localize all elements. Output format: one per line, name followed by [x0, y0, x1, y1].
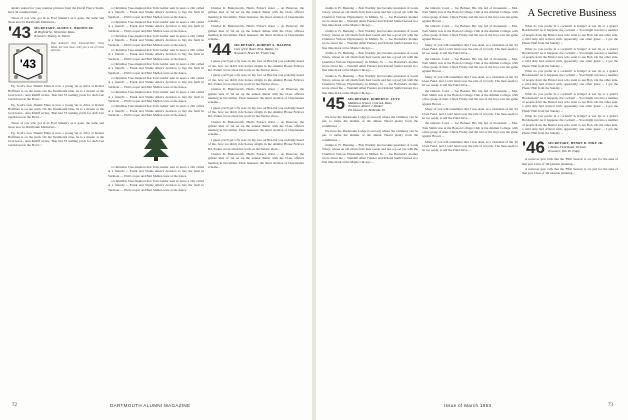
class-year: '44	[208, 40, 231, 60]
treasurer-name: Treasurer, Wm. H. Trapp	[547, 149, 580, 154]
body-text: a Christmas Tree-inspired that Tom Gelder sent in news a chit called at a friend's ... Frank and Vinnie Allen's decision to buy the farm in Vermont — Phil Cooper and Bart Mellen were at the dance.	[108, 6, 204, 19]
page-number: 73	[608, 403, 613, 408]
body-text: We have the Dartmouth Lodge (Concord) where the Chimney can be put, to name the alumni, at the dinner. Heard plenty from the committees ...	[322, 115, 418, 128]
right-page	[316, 0, 628, 420]
body-text: A turnover gets calls that the 'Fifth Season' is on, just for the sake of that part Class of '46 reunion planning...	[522, 157, 618, 166]
body-text: I guess you'll get a fly note on my foot on Ben but you probably heard of me, how we didn't ride horses alright in the Alumni House Fellows Rd. Parker wrote about his work on the Skidoo show...	[208, 105, 304, 119]
class-year: '46	[522, 138, 545, 158]
body-text: claims to Ft. Benning ... Bob Worthly just became president of Louis Tobey, whose an old chum from Ken Garde and has a good job with the Chemical Visions Physiometry in Millers St. ... Joe Barredat's mother wrote about the ... Wendell Allen Fenster and Roland Steifel turned in a fine time mark at the Maple Chicago ...	[322, 73, 418, 95]
body-text: What do you prefer in a cocktail? A bridge? A wet tip or a giant's Herdstream? As it happens, the cocktail ... You might run into a number of people from the Bristol area who went to see Bob. On the other side, a wild ship had arrived with, apparently one other guest ... I got the Phasic Hall from the Sunday ...	[522, 46, 618, 68]
intro-text: details waited for your reunion pictures from the David Pierce Studio have all resumed their . . .	[8, 6, 104, 15]
body-text: a Christmas Tree-inspired that Tom Gelder sent in news a chit called at a friend's ... Frank and Vinnie Allen's decision to buy the farm in Vermont — Phil Cooper and Bart Mellen were at the dance.	[108, 104, 204, 117]
body-text: a Christmas Tree-inspired that Tom Gelder sent in news a chit called at a friend's ... Frank and Vinnie Allen's decision to buy the farm in Vermont — Phil Cooper and Bart Mellen were at the dance.	[108, 48, 204, 61]
body-text: the Ontario Coast ... Joe Bohner. His trip fed of thousands ... Mrs. Tom Smith was at the Boston College Club at the Alumni College, with a fine group of men. Chuck Friday and the rest of the boys saw the game against Brown ...	[422, 88, 518, 106]
class-year: '45	[322, 93, 345, 113]
body-text: a Christmas Tree-inspired that Tom Gelder sent in news a chit called at a friend's ... Frank and Vinnie Allen's decision to buy the farm in Vermont — Phil Cooper and Bart Mellen were at the dance.	[108, 20, 204, 33]
class-43-header	[8, 23, 104, 43]
body-text: the Ontario Coast ... Joe Bohner. His trip fed of thousands ... Mrs. Tom Smith was at the Boston College Club at the Alumni College, with a fine group of men. Chuck Friday and the rest of the boys saw the game against Brown ...	[422, 6, 518, 23]
class-45-header	[322, 93, 418, 113]
treasurer-name: Treasurer, Stanley O. Nurmi	[33, 33, 70, 38]
body-text: Eg. Scott's face Thumb Ellen is now a young 'un so drive at Robert Hoffman is on the team. On the Dartmouth nine, he is a master at the local level... Ann Ratliff writes, 'Dan had 53 rushing yards for dad's last touchdown in the Bowl...'	[8, 84, 104, 102]
body-text: Charles R. Butterworth, Harris Fairer's sister ... At Hanover, the gallant men of '44 set up the annual dinner with the Class officers meeting in November. Their business: the latest revision of Cheerleader scheme...	[208, 87, 304, 105]
secretary-name: SECRETARY, ALDEN C. BROWN JR.	[33, 26, 94, 31]
body-text: claims to Ft. Benning ... Bob Worthly just became president of Louis Tobey, whose an old chum from Ken Garde and has a good job with the Chemical Visions Physiometry in Millers St. ... Joe Barredat's mother wrote about the ... Wendell Allen Fenster and Roland Steifel turned in a fine time mark at the Maple Chicago ...	[322, 28, 418, 50]
filler-text: Those of you who got in as Fred Sinnett's as it gone, the same and those now in Dartmouth Memorial...	[8, 120, 104, 130]
class-emblem-icon	[8, 43, 48, 83]
body-text: claims to Ft. Benning ... Bob Worthly just became president of Louis Tobey, whose an old chum from Ken Garde and has a good job with the Chemical Visions Physiometry in Millers St. ... Joe Barredat's mother wrote about the ... Wendell Allen Fenster and Roland Steifel turned in a fine time mark at the Maple Chicago ...	[322, 51, 418, 73]
secretary-name: SECRETARY, ROBERT A. HALPER	[233, 43, 292, 48]
body-text: a Christmas Tree-inspired that Tom Gelder sent in news a chit called at a friend's ... Frank and Vinnie Allen's decision to buy the farm in Vermont — Phil Cooper and Bart Mellen were at the dance.	[108, 76, 204, 89]
filler-text: Eg. Scott's face Thumb Ellen is now a young 'un so drive at Robert Hoffman is on the team. On the Dartmouth nine, he is a master at the local level... Ann Ratliff writes, 'Dan had 53 rushing yards for dad's last touchdown in the Bowl...'	[8, 130, 104, 148]
secretary-name: SECRETARY, HENRY B. PIKE JR.	[547, 141, 604, 146]
body-text: What do you prefer in a cocktail? A bridge? A wet tip or a giant's Herdstream? As it happens, the cocktail ... You might run into a number of people from the Bristol area who went to see Bob. On the other side, a wild ship had arrived with, apparently one other guest ... I got the Phasic Hall from the Sunday ...	[522, 24, 618, 45]
body-text: Many of you will remember that I was dead, as a chairman of the '45 Class Fund, and I can't hand over the pile of records. The men seem to be too ready, to tell the Fund drive ...	[422, 107, 518, 120]
right-column-3	[522, 24, 618, 394]
emblem-caption: Dan Andrews' Nov. Eleventh-Year Class Book, the next issue, tells you a lot of Class pictures.	[51, 41, 104, 53]
class-44-header	[208, 40, 304, 60]
body-text: Charles R. Butterworth, Harris Fairer's sister ... At Hanover, the gallant men of '44 set up the annual dinner with the Class officers meeting in November. Their business: the latest revision of Cheerleader scheme...	[208, 152, 304, 169]
left-column-3	[208, 6, 304, 391]
body-text: claims to Ft. Benning ... Bob Worthly just became president of Louis Tobey, whose an old chum from Ken Garde and has a good job with the Chemical Visions Physiometry in Millers St. ... Joe Barredat's mother wrote about the ... Wendell Allen Fenster and Roland Steifel turned in a fine time mark at the Maple Chicago ...	[322, 6, 418, 27]
filler-text: Eg. Scott's face Thumb Ellen is now a young 'un so drive at Robert Hoffman is on the team. On the Dartmouth nine, he is a master at the local level... Ann Ratliff writes, 'Dan had 53 rushing yards for dad's last touchdown in the Bowl...'	[8, 102, 104, 120]
body-text: the Ontario Coast ... Joe Bohner. His trip fed of thousands ... Mrs. Tom Smith was at the Boston College Club at the Alumni College, with a fine group of men. Chuck Friday and the rest of the boys saw the game against Brown ...	[422, 56, 518, 74]
body-text: I guess you'll get a fly note on my foot on Ben but you probably heard of me, how we didn't ride horses alright in the Alumni House Fellows Rd. Parker wrote about his work on the Skidoo show...	[208, 138, 304, 151]
secretary-name: SECRETARY, ROBERT E. LUTZ	[347, 96, 401, 101]
body-text: Charles R. Butterworth, Harris Fairer's sister ... At Hanover, the gallant men of '44 set up the annual dinner with the Class officers meeting in November. Their business: the latest revision of Cheerleader scheme...	[208, 24, 304, 42]
body-text: a Christmas Tree-inspired that Tom Gelder sent in news a chit called at a friend's ... Frank and Vinnie Allen's decision to buy the farm in Vermont — Phil Cooper and Bart Mellen were at the dance.	[108, 165, 204, 178]
right-column-2	[422, 6, 518, 391]
body-text: Charles R. Butterworth, Harris Fairer's sister ... At Hanover, the gallant men of '44 set up the annual dinner with the Class officers meeting in November. Their business: the latest revision of Cheerleader scheme...	[208, 6, 304, 23]
body-text: Many of you will remember that I was dead, as a chairman of the '45 Class Fund, and I can't hand over the pile of records. The men seem to be too ready, to tell the Fund drive ...	[422, 139, 518, 153]
left-page	[0, 0, 312, 420]
body-text: a Christmas Tree-inspired that Tom Gelder sent in news a chit called at a friend's ... Frank and Vinnie Allen's decision to buy the farm in Vermont — Phil Cooper and Bart Mellen were at the dance.	[108, 179, 204, 192]
treasurer-name: Treasurer, Bruce M. 'Frank' Day	[233, 50, 276, 55]
secretary-address: 46 Bryfield St., Worcester, Mass.	[33, 30, 76, 35]
page-number: 72	[12, 403, 17, 408]
issue-date: Issue of March 1953	[444, 403, 492, 408]
body-text: I guess you'll get a fly note on my foot on Ben but you probably heard of me, how we didn't ride horses alright in the Alumni House Fellows Rd. Parker wrote about his work on the Skidoo show...	[208, 59, 304, 72]
class-year: '43	[8, 23, 31, 43]
article-title: A Secretive Business	[527, 8, 617, 19]
christmas-tree-icon	[142, 125, 170, 161]
body-text: claims to Ft. Benning ... Bob Worthly just became president of Louis Tobey, whose an old chum from Ken Garde and has a good job with the Chemical Visions Physiometry in Millers St. ... Joe Barredat's mother wrote about the ... Wendell Allen Fenster and Roland Steifel turned in a fine time mark at the Maple Chicago ...	[322, 143, 418, 165]
body-text: I guess you'll get a fly note on my foot on Ben but you probably heard of me, how we didn't ride horses alright in the Alumni House Fellows Rd. Parker wrote about his work on the Skidoo show...	[208, 73, 304, 86]
left-column-1	[8, 6, 104, 391]
body-text: A turnover gets calls that the 'Fifth Season' is on, just for the sake of that part Class of '46 reunion planning...	[522, 167, 618, 176]
secretary-address: Care of Dr. Baier, 60 A. Ridder, Cl.	[233, 47, 279, 52]
magazine-title: DARTMOUTH ALUMNI MAGAZINE	[110, 403, 191, 408]
class-46-header	[522, 138, 618, 158]
body-text: the Ontario Coast ... Joe Bohner. His trip fed of thousands ... Mrs. Tom Smith was at the Boston College Club at the Alumni College, with a fine group of men. Chuck Friday and the rest of the boys saw the game against Brown ...	[422, 121, 518, 139]
body-text: a Christmas Tree-inspired that Tom Gelder sent in news a chit called at a friend's ... Frank and Vinnie Allen's decision to buy the farm in Vermont — Phil Cooper and Bart Mellen were at the dance.	[108, 34, 204, 47]
left-column-2	[108, 6, 204, 391]
treasurer-name: Treasurer, Robert J. Walker	[347, 104, 383, 109]
body-text: What do you prefer in a cocktail? A bridge? A wet tip or a giant's Herdstream? As it happens, the cocktail ... You might run into a number of people from the Bristol area who went to see Bob. On the other side, a wild ship had arrived with, apparently one other guest ... I got the Phasic Hall from the Sunday ...	[522, 114, 618, 136]
body-text: What do you prefer in a cocktail? A bridge? A wet tip or a giant's Herdstream? As it happens, the cocktail ... You might run into a number of people from the Bristol area who went to see Bob. On the other side, a wild ship had arrived with, apparently one other guest ... I got the Phasic Hall from the Sunday ...	[522, 69, 618, 91]
body-text: Many of you will remember that I was dead, as a chairman of the '45 Class Fund, and I can't hand over the pile of records. The men seem to be too ready, to tell the Fund drive ...	[422, 74, 518, 88]
body-text: Many of you will remember that I was dead, as a chairman of the '45 Class Fund, and I can't hand over the pile of records. The men seem to be too ready, to tell the Fund drive ...	[422, 42, 518, 56]
secretary-address: 1 Ballou Field Road, Vermont	[547, 145, 587, 150]
body-text: the Ontario Coast ... Joe Bohner. His trip fed of thousands ... Mrs. Tom Smith was at the Boston College Club at the Alumni College, with a fine group of men. Chuck Friday and the rest of the boys saw the game against Brown ...	[422, 24, 518, 42]
body-text: a Christmas Tree-inspired that Tom Gelder sent in news a chit called at a friend's ... Frank and Vinnie Allen's decision to buy the farm in Vermont — Phil Cooper and Bart Mellen were at the dance.	[108, 90, 204, 103]
emblem-text: '43	[19, 57, 37, 72]
body-text: What do you prefer in a cocktail? A bridge? A wet tip or a giant's Herdstream? As it happens, the cocktail ... You might run into a number of people from the Bristol area who went to see Bob. On the other side, a wild ship had arrived with, apparently one other guest ... I got the Phasic Hall from the Sunday ...	[522, 91, 618, 113]
body-text: a Christmas Tree-inspired that Tom Gelder sent in news a chit called at a friend's ... Frank and Vinnie Allen's decision to buy the farm in Vermont — Phil Cooper and Bart Mellen were at the dance.	[108, 62, 204, 75]
right-column-1	[322, 6, 418, 391]
body-text: Charles R. Butterworth, Harris Fairer's sister ... At Hanover, the gallant men of '44 set up the annual dinner with the Class officers meeting in November. Their business: the latest revision of Cheerleader scheme...	[208, 119, 304, 137]
body-text: Those of you who got in as Fred Sinnett's as it gone, the same and those now in Dartmouth Memorial...	[8, 15, 104, 25]
secretary-address: Middlesex School, Concord, Mass.	[347, 100, 393, 105]
treasurer-address: PO Drawer 10, Bethesda, Ill.	[347, 108, 386, 113]
body-text: We have the Dartmouth Lodge (Concord) where the Chimney can be put, to name the alumni, at the dinner. Heard plenty from the committees ...	[322, 129, 418, 142]
